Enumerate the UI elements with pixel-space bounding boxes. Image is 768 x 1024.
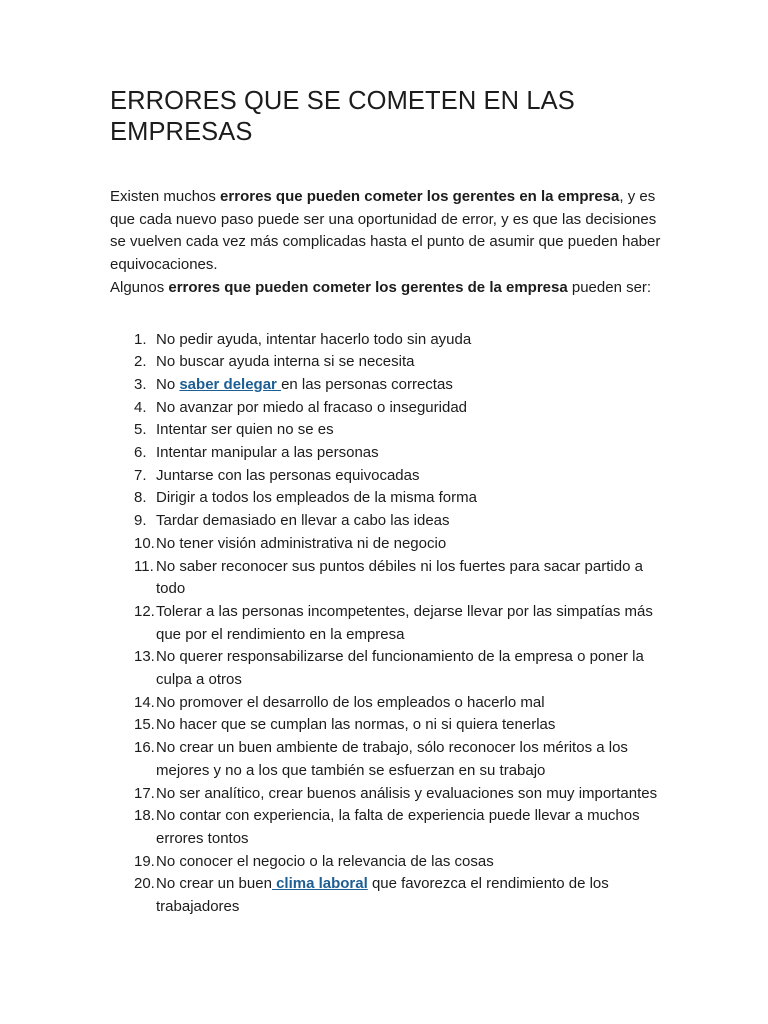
list-item-text: Intentar manipular a las personas [156, 444, 379, 462]
clima-laboral-link[interactable]: clima laboral [271, 875, 368, 893]
list-item [110, 465, 670, 488]
list-item [110, 692, 670, 715]
list-item [110, 556, 670, 601]
list-item-text: No crear un buen ambiente de trabajo, sólo reconocer los méritos a los mejores y no a los que también se esfuerzan en su trabajo [156, 739, 628, 779]
list-item-text: No crear un buen [156, 875, 272, 893]
list-item [110, 783, 670, 806]
list-item-number: 6. [134, 444, 147, 462]
list-item [110, 601, 670, 646]
intro-paragraph-2 [110, 277, 670, 300]
list-item-text: No [156, 375, 180, 393]
list-item-text: No hacer que se cumplan las normas, o ni si quiera tenerlas [156, 716, 556, 734]
list-item-text: No buscar ayuda interna si se necesita [156, 353, 415, 371]
list-item [110, 873, 670, 918]
list-item [110, 351, 670, 374]
list-item-number: 19. [134, 852, 155, 870]
list-item [110, 737, 670, 782]
list-item-text: Tardar demasiado en llevar a cabo las ideas [156, 512, 450, 530]
list-item [110, 397, 670, 420]
list-item [110, 646, 670, 691]
list-item [110, 442, 670, 465]
list-item-text: No querer responsabilizarse del funcionamiento de la empresa o poner la culpa a otros [156, 648, 644, 689]
list-item-text: No saber reconocer sus puntos débiles ni los fuertes para sacar partido a todo [156, 557, 643, 598]
list-item-number: 7. [134, 466, 147, 484]
list-item-number: 17. [134, 784, 155, 802]
list-item-text: en las personas correctas [281, 375, 453, 393]
list-item-text: No pedir ayuda, intentar hacerlo todo sin ayuda [156, 330, 472, 348]
title-line-2: EMPRESAS [110, 118, 253, 146]
intro-bold-text: errores que pueden cometer los gerentes en la empresa [220, 188, 620, 205]
document-page [110, 86, 670, 919]
intro-text: Algunos [110, 278, 169, 296]
list-item-number: 18. [134, 807, 155, 825]
list-item-number: 5. [134, 421, 147, 439]
list-item-number: 16. [134, 739, 155, 757]
intro-section [110, 186, 670, 300]
intro-text: , y es que cada nuevo paso puede ser una oportunidad de error, y es que las decisiones se vuelven cada vez más complicadas hasta el punto de asumir que pueden haber equivocaciones. [110, 188, 661, 274]
list-item-number: 10. [134, 534, 155, 552]
list-item [110, 805, 670, 850]
list-item-text: Juntarse con las personas equivocadas [156, 466, 420, 484]
list-item [110, 851, 670, 874]
list-item-number: 11. [134, 557, 154, 575]
list-item-number: 15. [134, 716, 155, 734]
list-item-text: No contar con experiencia, la falta de experiencia puede llevar a muchos errores tontos [156, 807, 640, 847]
list-item-number: 1. [134, 330, 147, 348]
list-item [110, 533, 670, 556]
list-item-number: 12. [134, 602, 155, 620]
list-item-number: 13. [134, 648, 155, 666]
intro-bold-text: errores que pueden cometer los gerentes de la empresa [168, 278, 568, 296]
page-title [110, 86, 670, 148]
list-item-text: No conocer el negocio o la relevancia de las cosas [156, 852, 494, 870]
list-item-number: 8. [134, 489, 147, 507]
saber-delegar-link[interactable]: saber delegar [179, 375, 282, 393]
list-item-text: No promover el desarrollo de los empleados o hacerlo mal [156, 693, 545, 711]
list-item-number: 2. [134, 353, 147, 371]
list-item [110, 487, 670, 510]
list-item-text: No ser analítico, crear buenos análisis y evaluaciones son muy importantes [156, 784, 658, 802]
list-item-number: 9. [134, 512, 147, 530]
title-line-1: ERRORES QUE SE COMETEN EN LAS [110, 87, 575, 115]
list-item [110, 419, 670, 442]
list-item-text: No avanzar por miedo al fracaso o inseguridad [156, 398, 468, 416]
list-item-number: 20. [134, 875, 155, 893]
list-item [110, 714, 670, 737]
list-item [110, 374, 670, 397]
list-item-text: No tener visión administrativa ni de negocio [156, 534, 447, 552]
list-item-text: Dirigir a todos los empleados de la misma forma [156, 489, 477, 507]
intro-text: Existen muchos [110, 188, 221, 205]
list-item-number: 4. [134, 398, 147, 416]
list-item [110, 510, 670, 533]
list-item-number: 3. [134, 375, 147, 393]
intro-text: pueden ser: [567, 278, 652, 296]
list-item [110, 329, 670, 352]
list-item-text: Tolerar a las personas incompetentes, dejarse llevar por las simpatías más que por el rendimiento en la empresa [156, 602, 653, 643]
errors-list [110, 329, 670, 919]
list-item-text: que favorezca el rendimiento de los trabajadores [156, 875, 609, 916]
intro-paragraph-1 [110, 186, 670, 277]
list-item-text: Intentar ser quien no se es [156, 421, 334, 439]
list-item-number: 14. [134, 693, 155, 711]
